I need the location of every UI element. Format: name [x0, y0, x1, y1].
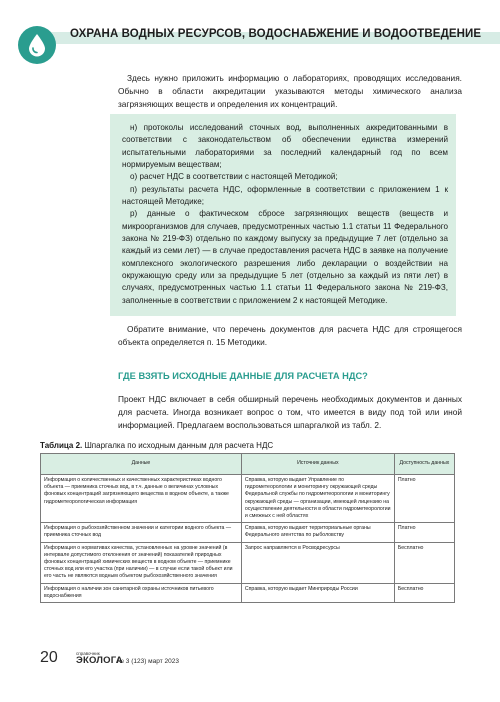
quote-item: р) данные о фактическом сбросе загрязняющих веществ (веществ и микроорганизмов для случаев, предусмотренных частью 1.1 статьи 11 Федерального закона № 219-ФЗ) отдельно по каждому выпуску за предыдущие 7 лет (отдельно за каждый из семи лет) — в случае предоставления расчета НДС в заявке на получение комплексного экологического разрешения либо декларации о воздействии на окружающую среду или за предыдущие 5 лет (отдельно за каждый из пяти лет) в случаях, предусмотренных частью 1.1 статьи 11 Федерального закона № 219-ФЗ, заполненные в соответствии с приложением 2 к настоящей Методике. [122, 209, 448, 305]
table-cell: Информация о рыбохозяйственном значении и категории водного объекта — приемника сточных вод [41, 523, 242, 542]
section-paragraph: Проект НДС включает в себя обширный перечень необходимых документов и данных для расчета. Иногда возникает вопрос о том, что имеется в виду под той или иной информацией. Предлагаем воспользоваться шпаргалкой из табл. 2. [118, 394, 462, 431]
magazine-name: ЭКОЛОГА [76, 655, 123, 666]
quote-box-text [122, 122, 448, 307]
table-row [41, 583, 455, 602]
issue-number: № 3 (123) март 2023 [117, 658, 179, 665]
section-heading: ГДЕ ВЗЯТЬ ИСХОДНЫЕ ДАННЫЕ ДЛЯ РАСЧЕТА НДС? [118, 371, 368, 381]
table-cell: Платно [394, 523, 454, 542]
section-logo [18, 26, 56, 64]
table-cell: Информация о наличии зон санитарной охраны источников питьевого водоснабжения [41, 583, 242, 602]
column-header: Источник данных [241, 454, 394, 475]
quote-item: п) результаты расчета НДС, оформленные в соответствии с приложением 1 к настоящей Методике; [122, 184, 448, 207]
table-row [41, 475, 455, 523]
water-drop-icon [27, 33, 47, 57]
table-cell: Информация о нормативах качества, установленных на уровне значений (в интервале допустимого отклонения от значений) показателей природных фоновых концентраций химических веществ в водном объекте — приемнике сточных вод или его участка (при наличии) — в случае если такой объект или его часть не являются водным объектом рыбохозяйственного значения [41, 542, 242, 583]
note-paragraph: Обратите внимание, что перечень документов для расчета НДС для строящегося объекта определяется п. 15 Методики. [118, 324, 462, 348]
table-cell: Бесплатно [394, 583, 454, 602]
column-header: Доступность данных [394, 454, 454, 475]
quote-box [110, 114, 456, 316]
quote-item: н) протоколы исследований сточных вод, выполненных аккредитованными в соответствии с законодательством об обеспечении единства измерений испытательными лабораториями за последний календарный год по всем нормируемым веществам; [122, 123, 448, 170]
table-cell: Платно [394, 475, 454, 523]
column-header: Данные [41, 454, 242, 475]
table-header-row [41, 454, 455, 475]
table-caption [40, 441, 273, 450]
table-cell: Справка, которую выдают территориальные органы Федерального агентства по рыболовству [241, 523, 394, 542]
table-cell: Справка, которую выдает Управление по гидрометеорологии и мониторингу окружающей среды Федеральной службы по гидрометеорологии и мониторингу окружающей среды — организации, имеющей лицензию на осуществление деятельности в области гидрометеорологии и смежных с ней областях [241, 475, 394, 523]
page-number: 20 [40, 649, 58, 666]
table-caption-text: Шпаргалка по исходным данным для расчета НДС [82, 441, 274, 450]
table-row [41, 523, 455, 542]
page-header [0, 14, 500, 62]
table-cell: Справка, которую выдает Минприроды России [241, 583, 394, 602]
quote-item: о) расчет НДС в соответствии с настоящей Методикой; [130, 172, 338, 182]
table-row [41, 542, 455, 583]
table-cell: Бесплатно [394, 542, 454, 583]
magazine-subtitle: справочник [76, 651, 100, 656]
table-cell: Информация о количественных и качественных характеристиках водного объекта — приемника сточных вод, в т.ч. данные о величинах условных фоновых концентраций загрязняющего вещества в водном объекте, а также гидрометеорологическая информация [41, 475, 242, 523]
intro-paragraph: Здесь нужно приложить информацию о лабораториях, проводящих исследования. Обычно в области аккредитации указываются методы химического анализа загрязняющих веществ и определения их концентраций. [118, 73, 462, 110]
table-cell: Запрос направляется в Росводресурсы [241, 542, 394, 583]
table-caption-label: Таблица 2. [40, 441, 83, 450]
source-data-table [40, 453, 455, 603]
header-title: ОХРАНА ВОДНЫХ РЕСУРСОВ, ВОДОСНАБЖЕНИЕ И ВОДООТВЕДЕНИЕ [70, 28, 482, 40]
